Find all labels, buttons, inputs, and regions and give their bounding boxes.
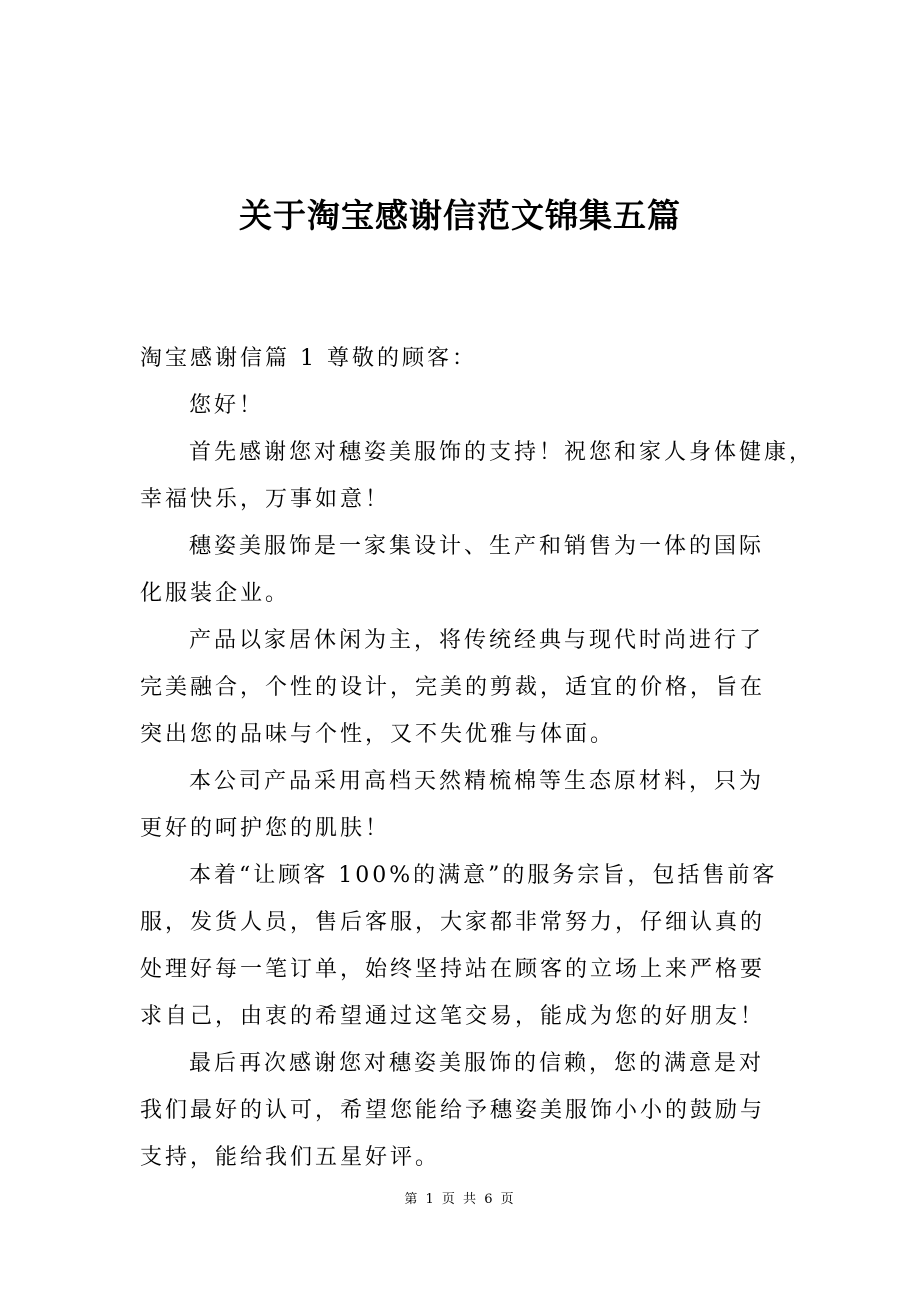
body-line: 淘宝感谢信篇 1 尊敬的顾客： (140, 346, 477, 371)
body-line: 求自己，由衷的希望通过这笔交易，能成为您的好朋友！ (140, 1004, 766, 1029)
body-line: 化服装企业。 (140, 581, 291, 606)
body-line: 穗姿美服饰是一家集设计、生产和销售为一体的国际 (189, 534, 765, 559)
body-line: 更好的呵护您的肌肤！ (140, 816, 391, 841)
page-footer: 第 1 页 共 6 页 (404, 1192, 516, 1207)
body-line: 本公司产品采用高档天然精梳棉等生态原材料，只为 (189, 769, 765, 794)
body-line: 我们最好的认可，希望您能给予穗姿美服饰小小的鼓励与 (140, 1098, 766, 1123)
document-body (140, 335, 815, 1181)
body-line: 最后再次感谢您对穗姿美服饰的信赖，您的满意是对 (189, 1051, 765, 1076)
body-line: 完美融合，个性的设计，完美的剪裁，适宜的价格，旨在 (140, 675, 766, 700)
body-line: 本着“让顾客 100%的满意”的服务宗旨，包括售前客 (189, 863, 778, 888)
document-title: 关于淘宝感谢信范文锦集五篇 (239, 196, 681, 235)
body-line: 突出您的品味与个性，又不失优雅与体面。 (140, 722, 616, 747)
body-line: 产品以家居休闲为主，将传统经典与现代时尚进行了 (189, 628, 765, 653)
body-line: 服，发货人员，售后客服，大家都非常努力，仔细认真的 (140, 910, 766, 935)
body-line: 首先感谢您对穗姿美服饰的支持！祝您和家人身体健康， (189, 440, 815, 465)
body-line: 处理好每一笔订单，始终坚持站在顾客的立场上来严格要 (140, 957, 766, 982)
body-line: 幸福快乐，万事如意！ (140, 487, 391, 512)
body-line: 支持，能给我们五星好评。 (140, 1145, 441, 1170)
body-line: 您好！ (189, 393, 265, 418)
